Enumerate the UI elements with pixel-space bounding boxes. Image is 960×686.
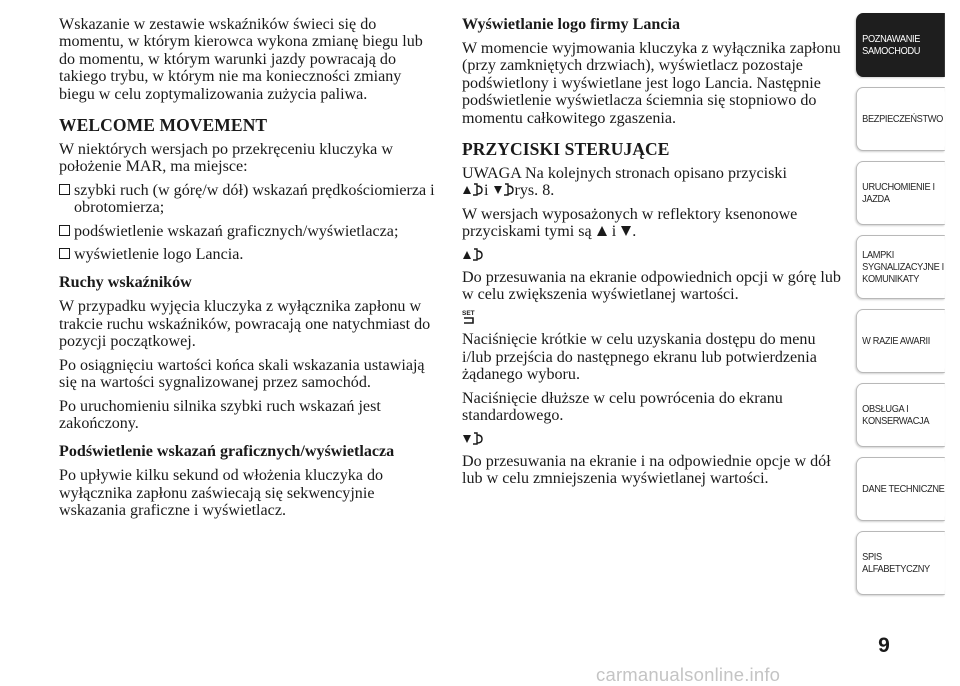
left-column — [59, 16, 441, 526]
bullet-item: szybki ruch (w górę/w dół) wskazań prędkościomierza i obrotomierza; — [59, 182, 441, 217]
intro-paragraph: Wskazanie w zestawie wskaźników świeci się do momentu, w którym kierowca wykona zmianę biegu lub do momentu, w którym warunki jazdy powracają do takiego trybu, w którym nie ma konieczności zmiany biegu w celu zoptymalizowania zużycia paliwa. — [59, 16, 423, 103]
set-button-icon — [462, 309, 476, 324]
chapter-tabs-sidebar — [856, 13, 960, 605]
ruchy-paragraph-2: Po osiągnięciu wartości końca skali wskazania ustawiają się na wartości sygnalizowanej przez samochód. — [59, 356, 425, 392]
welcome-movement-text: W niektórych wersjach po przekręceniu kluczyka w położenie MAR, ma miejsce: — [59, 141, 393, 176]
tab-poznawanie-samochodu[interactable]: POZNAWANIE SAMOCHODU — [856, 13, 945, 77]
up-button-icon — [462, 182, 484, 198]
welcome-bullet-list — [59, 182, 441, 264]
ruchy-heading: Ruchy wskaźników — [59, 274, 192, 292]
przyciski-heading: PRZYCISKI STERUJĄCE — [462, 139, 670, 160]
bullet-item: wyświetlenie logo Lancia. — [59, 246, 441, 263]
tab-dane-techniczne[interactable]: DANE TECHNICZNE — [856, 457, 945, 521]
tab-w-razie-awarii[interactable]: W RAZIE AWARII — [856, 309, 945, 373]
set-short-press-text: Naciśnięcie krótkie w celu uzyskania dostępu do menu i/lub przejścia do następnego ekranu lub potwierdzenia żądanego wyboru. — [462, 331, 817, 384]
welcome-movement-heading: WELCOME MOVEMENT — [59, 115, 268, 136]
podswietlenie-paragraph: Po upływie kilku sekund od włożenia kluczyka do wyłącznika zapłonu zaświecają się sekwencyjnie wskazania graficzne i wyświetlacz. — [59, 467, 384, 520]
triangle-down-icon — [620, 225, 632, 237]
tab-bezpieczenstwo[interactable]: BEZPIECZEŃSTWO — [856, 87, 945, 151]
set-long-press-text: Naciśnięcie dłuższe w celu powrócenia do ekranu standardowego. — [462, 389, 783, 425]
uwaga-paragraph: UWAGA Na kolejnych stronach opisano przyciski i rys. 8. — [462, 165, 787, 200]
set-button-icon-row — [462, 309, 844, 329]
tab-obsluga-i-konserwacja[interactable]: OBSŁUGA I KONSERWACJA — [856, 383, 945, 447]
podswietlenie-heading: Podświetlenie wskazań graficznych/wyświetlacza — [59, 443, 395, 461]
ruchy-paragraph-3: Po uruchomieniu silnika szybki ruch wskazań jest zakończony. — [59, 397, 381, 432]
triangle-up-icon — [596, 225, 608, 237]
up-button-description: Do przesuwania na ekranie odpowiednich opcji w górę lub w celu zwiększenia wyświetlanej wartości. — [462, 268, 841, 304]
tab-uruchomienie-i-jazda[interactable]: URUCHOMIENIE I JAZDA — [856, 161, 945, 225]
checkbox-bullet-icon — [59, 248, 70, 259]
up-button-icon — [462, 247, 484, 263]
tab-lampki-sygnalizacyjne[interactable]: LAMPKI SYGNALIZACYJNE I KOMUNIKATY — [856, 235, 945, 299]
logo-heading: Wyświetlanie logo firmy Lancia — [462, 16, 680, 33]
down-button-description: Do przesuwania na ekranie i na odpowiednie opcje w dół lub w celu zmniejszenia wyświetlanej wartości. — [462, 452, 831, 487]
bullet-item: podświetlenie wskazań graficznych/wyświetlacza; — [59, 223, 441, 240]
down-button-icon — [462, 431, 484, 447]
page-number: 9 — [878, 634, 890, 657]
up-button-icon-row — [462, 247, 844, 267]
svg-text:SET: SET — [462, 310, 475, 318]
tab-spis-alfabetyczny[interactable]: SPIS ALFABETYCZNY — [856, 531, 945, 595]
right-column — [462, 16, 844, 493]
down-button-icon-row — [462, 431, 844, 451]
logo-paragraph: W momencie wyjmowania kluczyka z wyłącznika zapłonu (przy zamkniętych drzwiach), wyświetlacz pozostaje podświetlony i wyświetlane jest logo Lancia. Następnie podświetlenie wyświetlacza ściemnia się stopniowo do momentu całkowitego zgaszenia. — [462, 40, 841, 127]
ksenon-paragraph: W wersjach wyposażonych w reflektory ksenonowe przyciskami tymi są i . — [462, 205, 798, 241]
watermark-text: carmanualsonline.info — [596, 664, 781, 685]
down-button-icon — [493, 182, 515, 198]
checkbox-bullet-icon — [59, 184, 70, 195]
ruchy-paragraph-1: W przypadku wyjęcia kluczyka z wyłącznika zapłonu w trakcie ruchu wskaźników, powracają one natychmiast do pozycji początkowej. — [59, 298, 431, 351]
checkbox-bullet-icon — [59, 225, 70, 236]
